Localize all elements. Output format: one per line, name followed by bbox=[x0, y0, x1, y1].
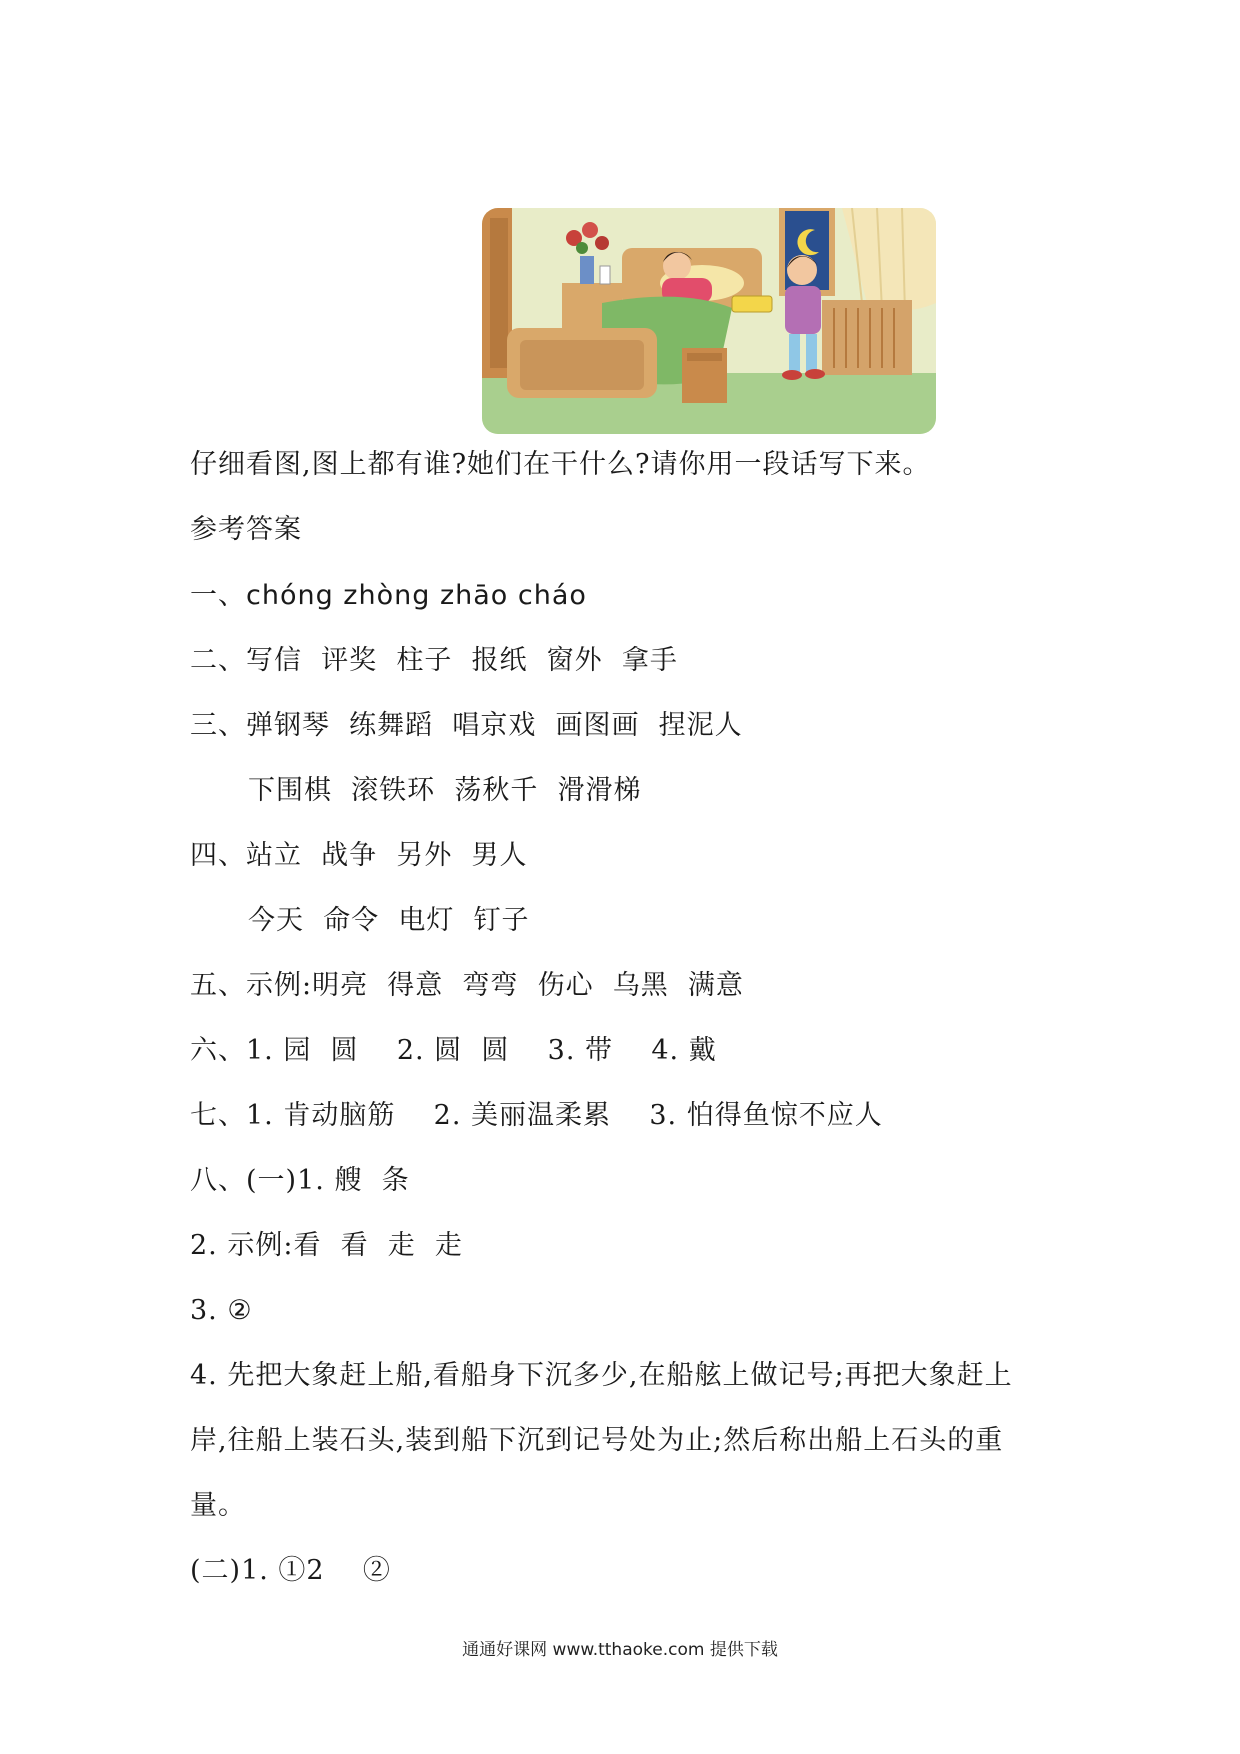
answer-2: 二、写信 评奖 柱子 报纸 窗外 拿手 bbox=[190, 645, 678, 676]
answer-3-line-2: 下围棋 滚铁环 荡秋千 滑滑梯 bbox=[248, 775, 642, 806]
answer-8-part-1-item-1: 八、(一)1. 艘 条 bbox=[190, 1165, 410, 1196]
answer-4-line-2: 今天 命令 电灯 钉子 bbox=[248, 905, 530, 936]
answer-5: 五、示例:明亮 得意 弯弯 伤心 乌黑 满意 bbox=[190, 970, 744, 1001]
answer-8-part-1-item-4-line-2: 岸,往船上装石头,装到船下沉到记号处为止;然后称出船上石头的重 bbox=[190, 1425, 1004, 1456]
answer-8-part-1-item-4-line-1: 4. 先把大象赶上船,看船身下沉多少,在船舷上做记号;再把大象赶上 bbox=[190, 1360, 1013, 1391]
answer-4-line-1: 四、站立 战争 另外 男人 bbox=[190, 840, 528, 871]
answer-1-prefix: 一、 bbox=[190, 580, 246, 611]
answer-8-part-1-item-2: 2. 示例:看 看 走 走 bbox=[190, 1230, 463, 1261]
answer-8-part-2: (二)1. ①2 ② bbox=[190, 1555, 391, 1586]
illustration-girl-bringing-tea-to-sick-mother bbox=[482, 208, 936, 434]
answer-7: 七、1. 肯动脑筋 2. 美丽温柔累 3. 怕得鱼惊不应人 bbox=[190, 1100, 883, 1131]
question-text: 仔细看图,图上都有谁?她们在干什么?请你用一段话写下来。 bbox=[190, 449, 931, 480]
answer-1-pinyin: chóng zhòng zhāo cháo bbox=[246, 580, 587, 611]
answers-heading: 参考答案 bbox=[190, 514, 302, 545]
footer-source: 通通好课网 www.tthaoke.com 提供下载 bbox=[462, 1640, 778, 1660]
answer-8-part-1-item-4-line-3: 量。 bbox=[190, 1490, 246, 1521]
answer-6: 六、1. 园 圆 2. 圆 圆 3. 带 4. 戴 bbox=[190, 1035, 717, 1066]
answer-1 bbox=[190, 578, 587, 614]
answer-8-part-1-item-3: 3. ② bbox=[190, 1295, 253, 1326]
answer-3-line-1: 三、弹钢琴 练舞蹈 唱京戏 画图画 捏泥人 bbox=[190, 710, 743, 741]
